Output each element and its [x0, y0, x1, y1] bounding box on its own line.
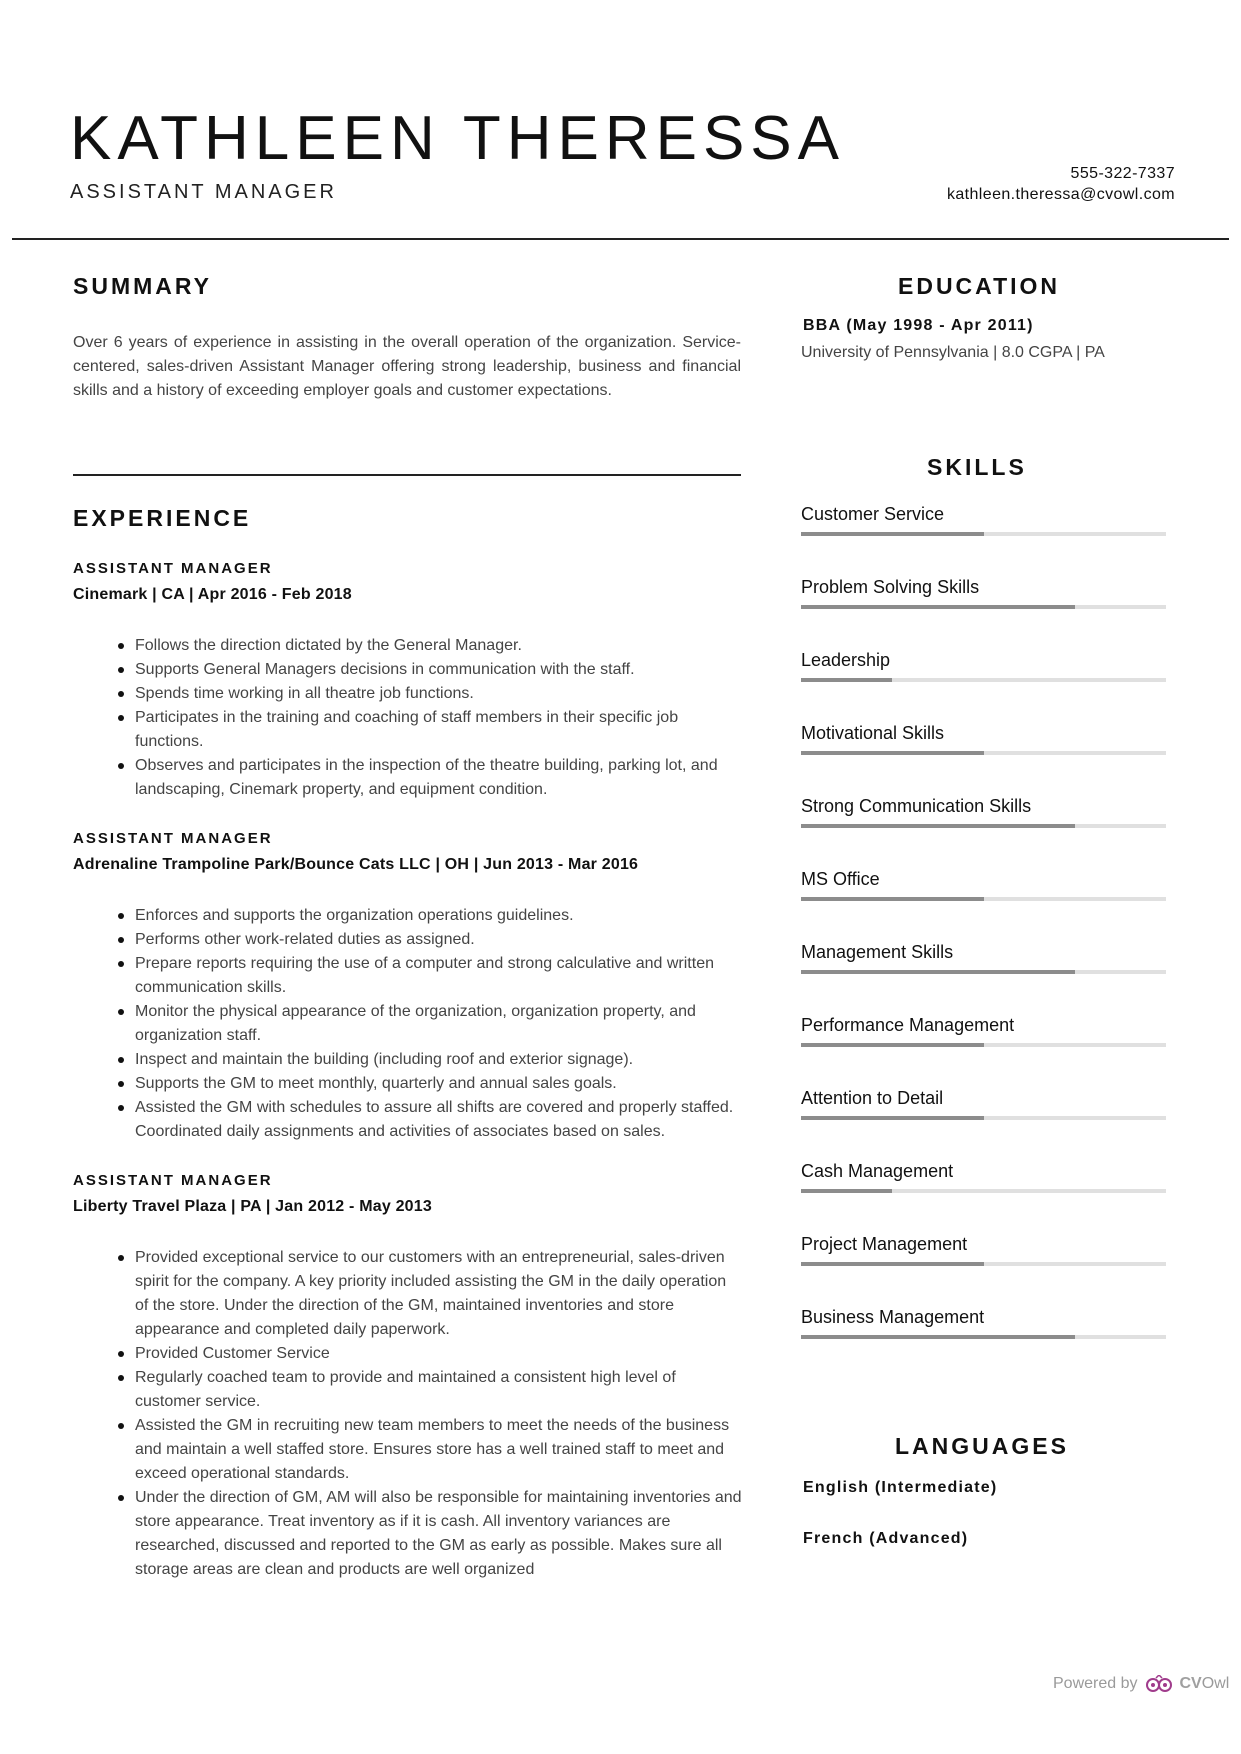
contact-block [947, 163, 1175, 205]
job-title: ASSISTANT MANAGER [73, 560, 273, 577]
summary-heading: SUMMARY [73, 273, 212, 299]
job-meta: Cinemark | CA | Apr 2016 - Feb 2018 [73, 586, 352, 603]
skill-name: Problem Solving Skills [801, 577, 980, 597]
powered-by [1053, 1675, 1229, 1693]
job-bullet: Performs other work-related duties as assigned. [135, 928, 743, 952]
job-bullet: Prepare reports requiring the use of a computer and strong calculative and written communication skills. [135, 952, 743, 1000]
skill-level-bar [801, 532, 1166, 536]
skill-name: MS Office [801, 869, 880, 889]
job-bullet: Supports General Managers decisions in communication with the staff. [135, 658, 743, 682]
language-item: French (Advanced) [803, 1530, 969, 1547]
skills-list [801, 503, 1166, 1379]
job-bullets [73, 634, 743, 802]
skill-item [801, 503, 1166, 576]
skill-level-bar [801, 1189, 1166, 1193]
skill-name: Attention to Detail [801, 1088, 944, 1108]
job-bullet: Provided exceptional service to our customers with an entrepreneurial, sales-driven spirit for the company. A key priority included assisting the GM in the daily operation of the store. Under the direction of the GM, maintained inventories and store appearance and completed daily paperwork. [135, 1246, 743, 1342]
skill-level-fill [801, 1043, 984, 1047]
languages-heading: LANGUAGES [895, 1433, 1069, 1459]
skill-item [801, 1233, 1166, 1306]
skill-item [801, 722, 1166, 795]
job-bullets [73, 1246, 743, 1582]
skill-name: Leadership [801, 650, 891, 670]
skill-level-bar [801, 678, 1166, 682]
job-bullet: Assisted the GM in recruiting new team members to meet the needs of the business and maintain a well staffed store. Ensures store has a well trained staff to meet and exceed operational standards. [135, 1414, 743, 1486]
skill-level-fill [801, 1116, 984, 1120]
job-bullet: Observes and participates in the inspection of the theatre building, parking lot, and landscaping, Cinemark property, and equipment condition. [135, 754, 743, 802]
skills-heading: SKILLS [927, 454, 1027, 480]
skill-name: Business Management [801, 1307, 985, 1327]
education-degree: BBA (May 1998 - Apr 2011) [803, 317, 1034, 334]
brand-name: CVOwl [1179, 1675, 1230, 1692]
skill-item [801, 795, 1166, 868]
job-bullet: Enforces and supports the organization operations guidelines. [135, 904, 743, 928]
job-meta: Adrenaline Trampoline Park/Bounce Cats LLC | OH | Jun 2013 - Mar 2016 [73, 856, 639, 873]
skill-level-fill [801, 897, 984, 901]
email: kathleen.theressa@cvowl.com [946, 186, 1175, 203]
job-bullet: Under the direction of GM, AM will also be responsible for maintaining inventories and store appearance. Treat inventory as if it is cash. All inventory variances are researched, discussed and reported to the GM as early as possible. Makes sure all storage areas are clean and products are well organized [135, 1486, 743, 1582]
skill-name: Customer Service [801, 504, 945, 524]
job-bullet: Regularly coached team to provide and maintained a consistent high level of customer service. [135, 1366, 743, 1414]
job-title: ASSISTANT MANAGER [73, 1172, 273, 1189]
skill-name: Motivational Skills [801, 723, 945, 743]
skill-level-bar [801, 1116, 1166, 1120]
owl-logo-icon [1146, 1675, 1172, 1693]
skill-level-fill [801, 532, 984, 536]
job-bullet: Spends time working in all theatre job functions. [135, 682, 743, 706]
job-bullet: Monitor the physical appearance of the organization, organization property, and organization staff. [135, 1000, 743, 1048]
job-bullet: Assisted the GM with schedules to assure all shifts are covered and properly staffed. Coordinated daily assignments and activities of associates based on sales. [135, 1096, 743, 1144]
skill-item [801, 649, 1166, 722]
skill-level-bar [801, 1262, 1166, 1266]
skill-item [801, 1014, 1166, 1087]
summary-text: Over 6 years of experience in assisting in the overall operation of the organization. Service-centered, sales-driven Assistant Manager offering strong leadership, business and financial skills and a history of exceeding employer goals and customer expectations. [73, 334, 741, 399]
job-bullets [73, 904, 743, 1144]
job-entry [73, 1172, 743, 1582]
job-bullet: Participates in the training and coaching of staff members in their specific job functions. [135, 706, 743, 754]
job-entry [73, 560, 743, 802]
skill-item [801, 1306, 1166, 1379]
header-divider [12, 238, 1229, 240]
experience-section [73, 505, 743, 1610]
skill-name: Management Skills [801, 942, 954, 962]
skill-name: Cash Management [801, 1161, 954, 1181]
skill-name: Strong Communication Skills [801, 796, 1032, 816]
skill-name: Project Management [801, 1234, 968, 1254]
summary-divider [73, 474, 741, 476]
skill-level-fill [801, 1335, 1075, 1339]
experience-heading: EXPERIENCE [73, 505, 252, 531]
skill-level-fill [801, 751, 984, 755]
job-title: ASSISTANT MANAGER [73, 830, 273, 847]
powered-by-label: Powered by [1053, 1675, 1138, 1692]
job-meta: Liberty Travel Plaza | PA | Jan 2012 - May 2013 [73, 1198, 432, 1215]
skill-level-bar [801, 897, 1166, 901]
skill-item [801, 941, 1166, 1014]
skill-level-fill [801, 824, 1075, 828]
education-heading: EDUCATION [898, 273, 1061, 299]
skill-level-bar [801, 970, 1166, 974]
skill-level-bar [801, 1335, 1166, 1339]
job-bullet: Follows the direction dictated by the General Manager. [135, 634, 743, 658]
skill-level-fill [801, 1189, 892, 1193]
candidate-name: KATHLEEN THERESSA [70, 104, 846, 173]
phone: 555-322-7337 [1070, 165, 1175, 182]
skill-item [801, 1160, 1166, 1233]
skill-item [801, 576, 1166, 649]
skill-level-fill [801, 605, 1075, 609]
skill-level-bar [801, 824, 1166, 828]
job-bullet: Provided Customer Service [135, 1342, 743, 1366]
candidate-role: ASSISTANT MANAGER [70, 181, 337, 203]
skill-item [801, 868, 1166, 941]
skill-level-fill [801, 1262, 984, 1266]
skill-level-fill [801, 678, 892, 682]
job-list [73, 560, 743, 1582]
skill-level-bar [801, 751, 1166, 755]
skill-level-bar [801, 1043, 1166, 1047]
language-item: English (Intermediate) [803, 1479, 998, 1496]
education-details: University of Pennsylvania | 8.0 CGPA | PA [801, 344, 1105, 361]
skill-level-bar [801, 605, 1166, 609]
job-entry [73, 830, 743, 1144]
skill-name: Performance Management [801, 1015, 1015, 1035]
skill-item [801, 1087, 1166, 1160]
job-bullet: Inspect and maintain the building (including roof and exterior signage). [135, 1048, 743, 1072]
skill-level-fill [801, 970, 1075, 974]
job-bullet: Supports the GM to meet monthly, quarterly and annual sales goals. [135, 1072, 743, 1096]
